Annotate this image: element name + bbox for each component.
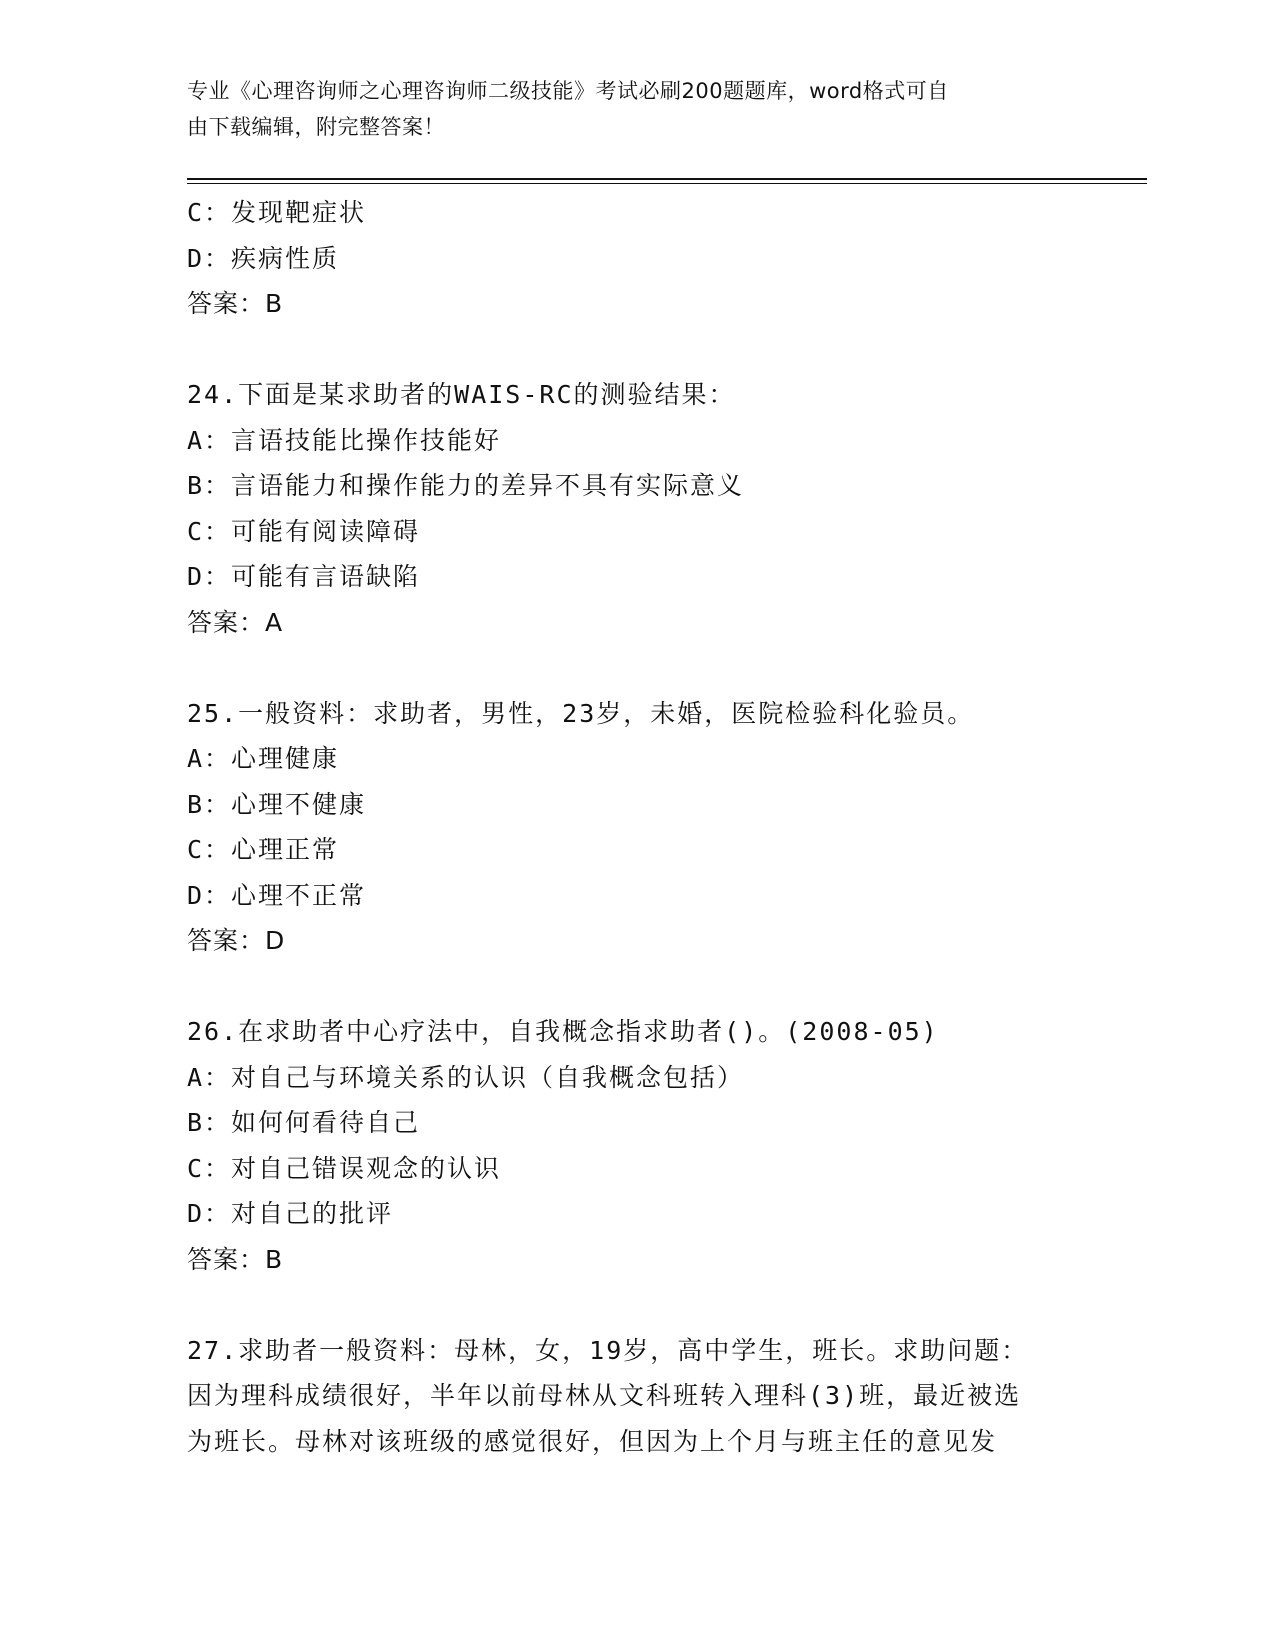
option-b: B：如何何看待自己 [187, 1108, 421, 1137]
question-text-line: 因为理科成绩很好，半年以前母林从文科班转入理科(3)班，最近被选 [187, 1381, 1022, 1410]
option-d: D：对自己的批评 [187, 1199, 394, 1228]
header-rule-thick [187, 178, 1147, 180]
question-24 [187, 372, 1147, 645]
question-25 [187, 691, 1147, 964]
option-a: A：对自己与环境关系的认识（自我概念包括） [187, 1062, 745, 1092]
question-26 [187, 1009, 1147, 1282]
option-b: B：言语能力和操作能力的差异不具有实际意义 [187, 471, 745, 500]
answer-line: 答案：B [187, 289, 284, 318]
option-c: C：心理正常 [187, 835, 340, 864]
option-c: C：可能有阅读障碍 [187, 516, 421, 546]
option-d: D：心理不正常 [187, 880, 367, 910]
header-rule-thin [187, 183, 1147, 184]
answer-line: 答案：A [187, 607, 284, 637]
spacer [187, 645, 1147, 691]
spacer [187, 964, 1147, 1010]
question-27 [187, 1328, 1147, 1465]
option-a: A：心理健康 [187, 744, 340, 773]
question-stem: 27.求助者一般资料：母林，女，19岁，高中学生，班长。求助问题： [187, 1335, 1029, 1365]
document-body [187, 190, 1147, 1464]
option-c: C：对自己错误观念的认识 [187, 1153, 502, 1183]
header-line-2: 由下载编辑，附完整答案！ [187, 115, 445, 139]
option-b: B：心理不健康 [187, 789, 367, 819]
question-stem: 26.在求助者中心疗法中，自我概念指求助者()。(2008-05) [187, 1017, 939, 1046]
spacer [187, 1282, 1147, 1328]
question-text-line: 为班长。母林对该班级的感觉很好，但因为上个月与班主任的意见发 [187, 1426, 998, 1456]
question-stem: 25.一般资料：求助者，男性，23岁，未婚，医院检验科化验员。 [187, 698, 975, 728]
question-fragment [187, 190, 1147, 327]
spacer [187, 327, 1147, 373]
question-stem: 24.下面是某求助者的WAIS-RC的测验结果： [187, 380, 736, 409]
option-d: D：可能有言语缺陷 [187, 562, 421, 591]
header-line-1: 专业《心理咨询师之心理咨询师二级技能》考试必刷200题题库，word格式可自 [187, 79, 949, 103]
option-c: C：发现靶症状 [187, 198, 367, 227]
option-a: A：言语技能比操作技能好 [187, 425, 502, 455]
document-header [187, 73, 1087, 145]
answer-line: 答案：B [187, 1244, 284, 1274]
answer-line: 答案：D [187, 926, 286, 955]
option-d: D：疾病性质 [187, 243, 340, 273]
